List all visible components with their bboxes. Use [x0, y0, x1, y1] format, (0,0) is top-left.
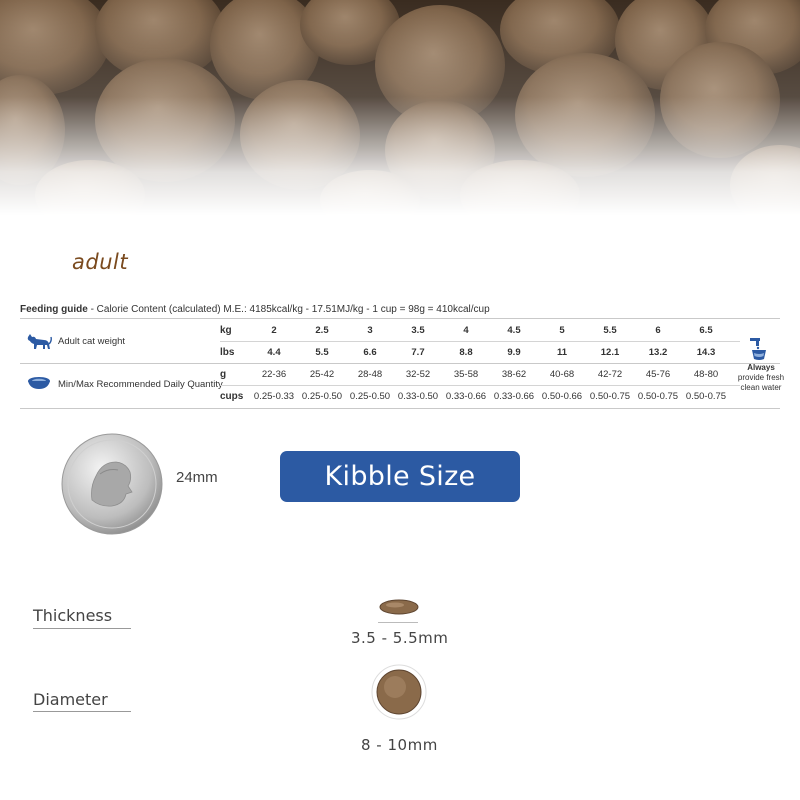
diameter-value: 8 - 10mm — [361, 736, 438, 754]
kg-row — [220, 319, 730, 341]
water-tap-icon — [748, 337, 770, 366]
kibble-top-view — [371, 664, 427, 725]
feeding-guide-header — [20, 304, 490, 315]
diameter-label: Diameter — [33, 690, 108, 709]
thickness-tick — [378, 622, 418, 623]
lbs-cell: 14.3 — [696, 346, 716, 358]
grams-cell: 48-80 — [693, 368, 719, 380]
grams-cell: 28-48 — [357, 368, 383, 380]
kg-cell: 4.5 — [507, 324, 521, 336]
kibble-size-banner: Kibble Size — [280, 451, 520, 502]
daily-quantity-label: Min/Max Recommended Daily Quantity — [58, 379, 223, 390]
thickness-underline — [33, 628, 131, 629]
kg-cell: 3 — [367, 324, 373, 336]
kg-unit: kg — [220, 324, 232, 336]
cat-icon — [26, 333, 52, 356]
lbs-row — [220, 341, 730, 363]
lbs-cell: 6.6 — [363, 346, 377, 358]
diameter-underline — [33, 711, 131, 712]
lbs-cell: 5.5 — [315, 346, 329, 358]
water-note-line: clean water — [740, 383, 782, 392]
kg-cell: 4 — [463, 324, 469, 336]
adult-cat-weight-label: Adult cat weight — [58, 336, 126, 347]
cups-cell: 0.50-0.75 — [685, 390, 727, 402]
feeding-guide-title: Feeding guide — [20, 304, 88, 315]
cups-cell: 0.50-0.75 — [589, 390, 631, 402]
kg-cell: 2.5 — [315, 324, 329, 336]
lbs-cell: 9.9 — [507, 346, 521, 358]
coin-size-label: 24mm — [176, 469, 218, 486]
kibble-photo-graphic — [0, 0, 800, 215]
cups-row — [220, 385, 730, 407]
lbs-cell: 12.1 — [600, 346, 620, 358]
lbs-cell: 11 — [556, 346, 568, 358]
cups-cell: 0.50-0.66 — [541, 390, 583, 402]
grams-cell: 35-58 — [453, 368, 479, 380]
kibble-side-view — [378, 597, 420, 622]
grams-cell: 45-76 — [645, 368, 671, 380]
grams-cell: 42-72 — [597, 368, 623, 380]
kg-cell: 2 — [271, 324, 277, 336]
thickness-value: 3.5 - 5.5mm — [351, 629, 449, 647]
lbs-cell: 13.2 — [648, 346, 668, 358]
kg-cell: 6 — [655, 324, 661, 336]
kg-cell: 6.5 — [699, 324, 713, 336]
cups-unit: cups — [220, 390, 244, 402]
kg-cell: 3.5 — [411, 324, 425, 336]
feeding-guide-table — [20, 319, 785, 409]
calorie-content-text: - Calorie Content (calculated) M.E.: 4185kcal/kg - 17.51MJ/kg - 1 cup = 98g = 410kcal/cup — [90, 304, 490, 315]
cups-cell: 0.50-0.75 — [637, 390, 679, 402]
grams-cell: 25-42 — [309, 368, 335, 380]
kg-cell: 5 — [559, 324, 565, 336]
water-note-line: Always — [747, 363, 775, 372]
water-note — [734, 363, 788, 393]
cups-cell: 0.25-0.33 — [253, 390, 295, 402]
water-note-line: provide fresh — [737, 373, 785, 382]
grams-cell: 40-68 — [549, 368, 575, 380]
lbs-unit: lbs — [220, 346, 235, 358]
thickness-label: Thickness — [33, 606, 113, 625]
lbs-cell: 4.4 — [267, 346, 281, 358]
hero-kibble-photo — [0, 0, 800, 215]
food-bowl-icon — [26, 375, 52, 396]
cups-cell: 0.25-0.50 — [301, 390, 343, 402]
table-bottom-divider — [20, 408, 780, 409]
cups-cell: 0.33-0.66 — [445, 390, 487, 402]
lbs-cell: 8.8 — [459, 346, 473, 358]
grams-cell: 22-36 — [261, 368, 287, 380]
grams-row — [220, 363, 730, 385]
grams-cell: 32-52 — [405, 368, 431, 380]
cups-cell: 0.33-0.66 — [493, 390, 535, 402]
grams-cell: 38-62 — [501, 368, 527, 380]
cups-cell: 0.33-0.50 — [397, 390, 439, 402]
lbs-cell: 7.7 — [411, 346, 425, 358]
kg-cell: 5.5 — [603, 324, 617, 336]
quarter-coin-icon — [60, 432, 164, 541]
page-heading: adult — [72, 250, 129, 274]
grams-unit: g — [220, 368, 227, 380]
cups-cell: 0.25-0.50 — [349, 390, 391, 402]
